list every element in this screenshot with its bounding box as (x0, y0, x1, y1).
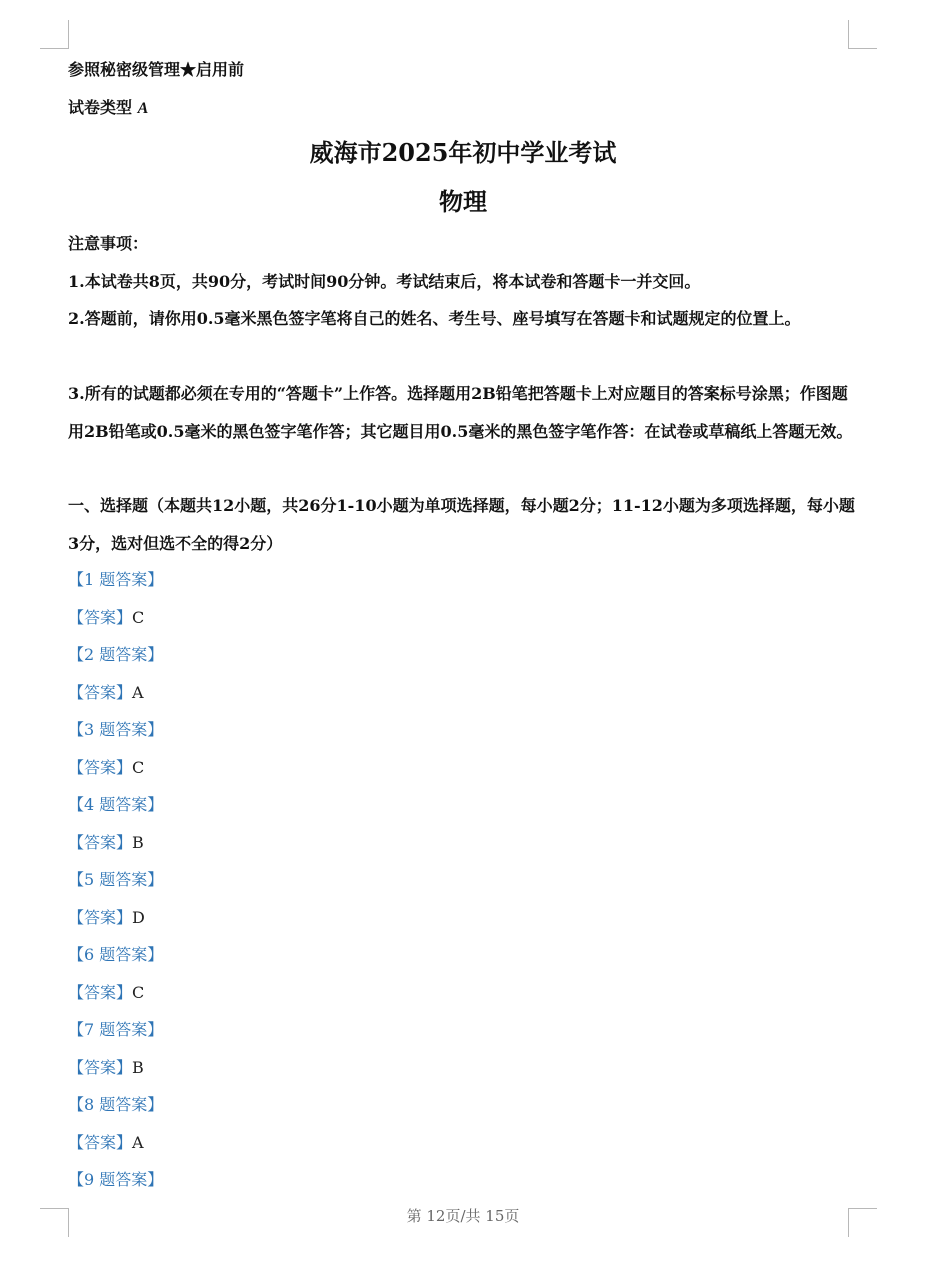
paper-type-label: 试卷类型 (68, 98, 133, 117)
answer-label: 【答案】 (68, 1057, 133, 1077)
confidentiality-label: 参照秘密级管理★启用前 (68, 60, 245, 79)
question-heading: 【6 题答案】 (68, 945, 164, 964)
answer-value: B (132, 832, 144, 852)
question-heading: 【2 题答案】 (68, 645, 164, 664)
question-heading: 【1 题答案】 (68, 570, 164, 589)
answer-value: C (132, 607, 145, 627)
question-heading: 【5 题答案】 (68, 870, 164, 889)
answer-label: 【答案】 (68, 757, 133, 777)
answer-value: C (132, 982, 145, 1002)
paper-type-value: A (137, 100, 149, 117)
question-heading: 【4 题答案】 (68, 795, 164, 814)
answer-row (68, 599, 163, 637)
notice-heading: 注意事项： (68, 234, 149, 253)
answer-value: C (132, 757, 145, 777)
question-heading: 【3 题答案】 (68, 720, 164, 739)
question-heading: 【7 题答案】 (68, 1020, 164, 1039)
page-footer: 第 12页/共 15页 (406, 1207, 520, 1225)
notice-item-1: 1.本试卷共8页，共90分，考试时间90分钟。考试结束后，将本试卷和答题卡一并交回。 (68, 272, 701, 291)
notice-item-2: 2.答题前，请你用0.5毫米黑色签字笔将自己的姓名、考生号、座号填写在答题卡和试题规定的位置上。 (68, 309, 801, 328)
answer-list (68, 561, 163, 1199)
notice-item-3: 3.所有的试题都必须在专用的“答题卡”上作答。选择题用2B铅笔把答题卡上对应题目的答案标号涂黑；作图题用2B铅笔或0.5毫米的黑色签字笔作答；其它题目用0.5毫米的黑色签字笔作答：在试卷或草稿纸上答题无效。 (68, 384, 853, 441)
answer-label: 【答案】 (68, 832, 133, 852)
answer-label: 【答案】 (68, 682, 133, 702)
answer-row (68, 974, 163, 1012)
question-heading: 【9 题答案】 (68, 1170, 164, 1189)
paper-type (68, 95, 148, 118)
answer-value: D (132, 907, 145, 927)
answer-row (68, 899, 163, 937)
answer-label: 【答案】 (68, 907, 133, 927)
answer-row (68, 1049, 163, 1087)
section-title: 一、选择题（本题共12小题，共26分1-10小题为单项选择题，每小题2分；11-12小题为多项选择题，每小题3分，选对但选不全的得2分） (68, 496, 855, 553)
question-heading: 【8 题答案】 (68, 1095, 164, 1114)
answer-label: 【答案】 (68, 1132, 133, 1152)
crop-mark-top-left (40, 20, 69, 49)
answer-value: B (132, 1057, 144, 1077)
answer-row (68, 1124, 163, 1162)
answer-label: 【答案】 (68, 982, 133, 1002)
answer-row (68, 824, 163, 862)
subject-title: 物理 (439, 187, 487, 216)
answer-row (68, 749, 163, 787)
answer-row (68, 674, 163, 712)
answer-value: A (132, 1132, 144, 1152)
answer-label: 【答案】 (68, 607, 133, 627)
crop-mark-top-right (848, 20, 877, 49)
exam-title: 威海市2025年初中学业考试 (309, 138, 617, 167)
answer-value: A (132, 682, 144, 702)
